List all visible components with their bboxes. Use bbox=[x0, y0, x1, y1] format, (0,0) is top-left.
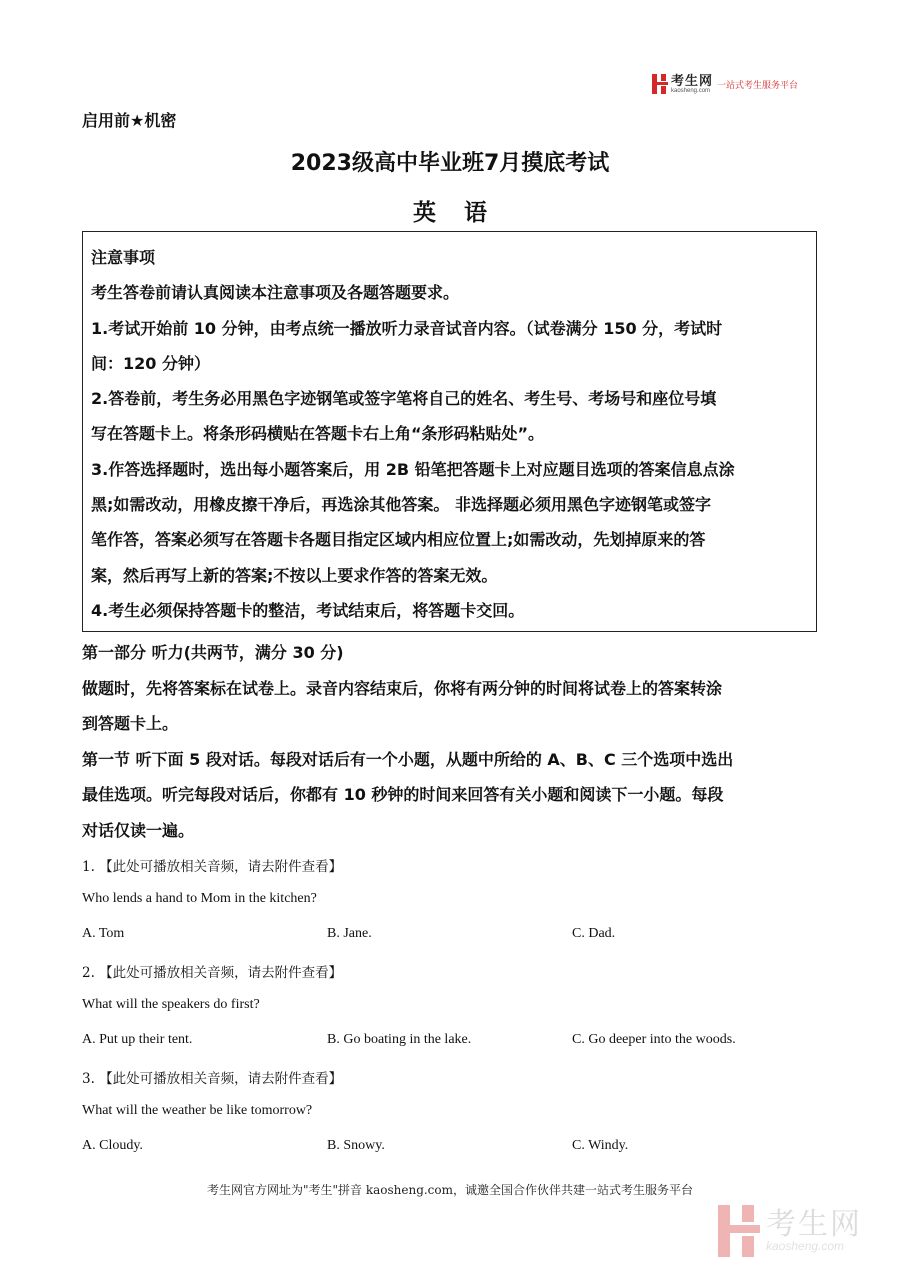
notice-line: 笔作答，答案必须写在答题卡各题目指定区域内相应位置上;如需改动，先划掉原来的答 bbox=[91, 530, 706, 550]
logo-domain: kaosheng.com bbox=[671, 87, 711, 94]
question-1-option-c: C. Dad. bbox=[572, 926, 616, 941]
subject-title: 英语 bbox=[413, 200, 515, 226]
question-1-option-b: B. Jane. bbox=[327, 926, 372, 941]
logo-slogan: 一站式考生服务平台 bbox=[717, 80, 799, 91]
question-2-option-b: B. Go boating in the lake. bbox=[327, 1032, 472, 1047]
question-2-audio: 2. 【此处可播放相关音频，请去附件查看】 bbox=[82, 965, 343, 981]
footer-text: 考生网官方网址为"考生"拼音 kaosheng.com，诚邀全国合作伙伴共建一站式考生服务平台 bbox=[206, 1183, 694, 1197]
question-1-stem: Who lends a hand to Mom in the kitchen? bbox=[82, 891, 317, 906]
notice-line: 案，然后再写上新的答案;不按以上要求作答的答案无效。 bbox=[91, 565, 498, 585]
watermark-logo-icon bbox=[718, 1205, 760, 1257]
question-3-option-a: A. Cloudy. bbox=[82, 1138, 143, 1153]
question-3-option-b: B. Snowy. bbox=[327, 1138, 385, 1153]
header-logo bbox=[652, 72, 798, 96]
question-2-option-c: C. Go deeper into the woods. bbox=[572, 1032, 736, 1047]
section1-instruction-line: 最佳选项。听完每段对话后，你都有 10 秒钟的时间来回答有关小题和阅读下一小题。每段 bbox=[82, 785, 724, 804]
watermark-name: 考生网 bbox=[766, 1207, 862, 1242]
part1-instruction-line: 到答题卡上。 bbox=[82, 714, 179, 733]
confidential-label: 启用前★机密 bbox=[82, 111, 177, 130]
question-2-stem: What will the speakers do first? bbox=[82, 997, 260, 1012]
part1-heading: 第一部分 听力(共两节，满分 30 分) bbox=[82, 643, 344, 662]
question-1-option-a: A. Tom bbox=[82, 926, 125, 941]
notice-line: 考生答卷前请认真阅读本注意事项及各题答题要求。 bbox=[91, 283, 460, 303]
watermark-logo bbox=[718, 1205, 862, 1257]
notice-heading: 注意事项 bbox=[91, 248, 156, 267]
kaosheng-logo-icon bbox=[652, 74, 668, 94]
question-3-audio: 3. 【此处可播放相关音频，请去附件查看】 bbox=[82, 1071, 343, 1087]
notice-line: 2.答卷前，考生务必用黑色字迹钢笔或签字笔将自己的姓名、考生号、考场号和座位号填 bbox=[91, 389, 717, 409]
exam-title: 2023级高中毕业班7月摸底考试 bbox=[290, 151, 610, 176]
question-3-option-c: C. Windy. bbox=[572, 1138, 629, 1153]
part1-instruction-line: 做题时，先将答案标在试卷上。录音内容结束后，你将有两分钟的时间将试卷上的答案转涂 bbox=[82, 679, 723, 698]
notice-box bbox=[82, 231, 817, 632]
question-1-audio: 1. 【此处可播放相关音频，请去附件查看】 bbox=[82, 859, 343, 875]
section1-instruction-line: 第一节 听下面 5 段对话。每段对话后有一个小题，从题中所给的 A、B、C 三个选项中选出 bbox=[82, 750, 734, 769]
question-3-stem: What will the weather be like tomorrow? bbox=[82, 1103, 313, 1118]
notice-line: 4.考生必须保持答题卡的整洁，考试结束后，将答题卡交回。 bbox=[91, 600, 525, 620]
notice-line: 1.考试开始前 10 分钟，由考点统一播放听力录音试音内容。（试卷满分 150 分，考试时 bbox=[91, 318, 723, 338]
logo-name: 考生网 bbox=[671, 73, 714, 89]
notice-line: 写在答题卡上。将条形码横贴在答题卡右上角“条形码粘贴处”。 bbox=[91, 424, 545, 444]
notice-line: 3.作答选择题时，选出每小题答案后，用 2B 铅笔把答题卡上对应题目选项的答案信息点涂 bbox=[91, 459, 735, 479]
notice-line: 间：120 分钟） bbox=[91, 353, 210, 373]
question-2-option-a: A. Put up their tent. bbox=[82, 1032, 193, 1047]
notice-line: 黑;如需改动，用橡皮擦干净后，再选涂其他答案。 非选择题必须用黑色字迹钢笔或签字 bbox=[91, 495, 711, 515]
section1-instruction-line: 对话仅读一遍。 bbox=[82, 821, 195, 840]
watermark-domain: kaosheng.com bbox=[766, 1239, 845, 1253]
